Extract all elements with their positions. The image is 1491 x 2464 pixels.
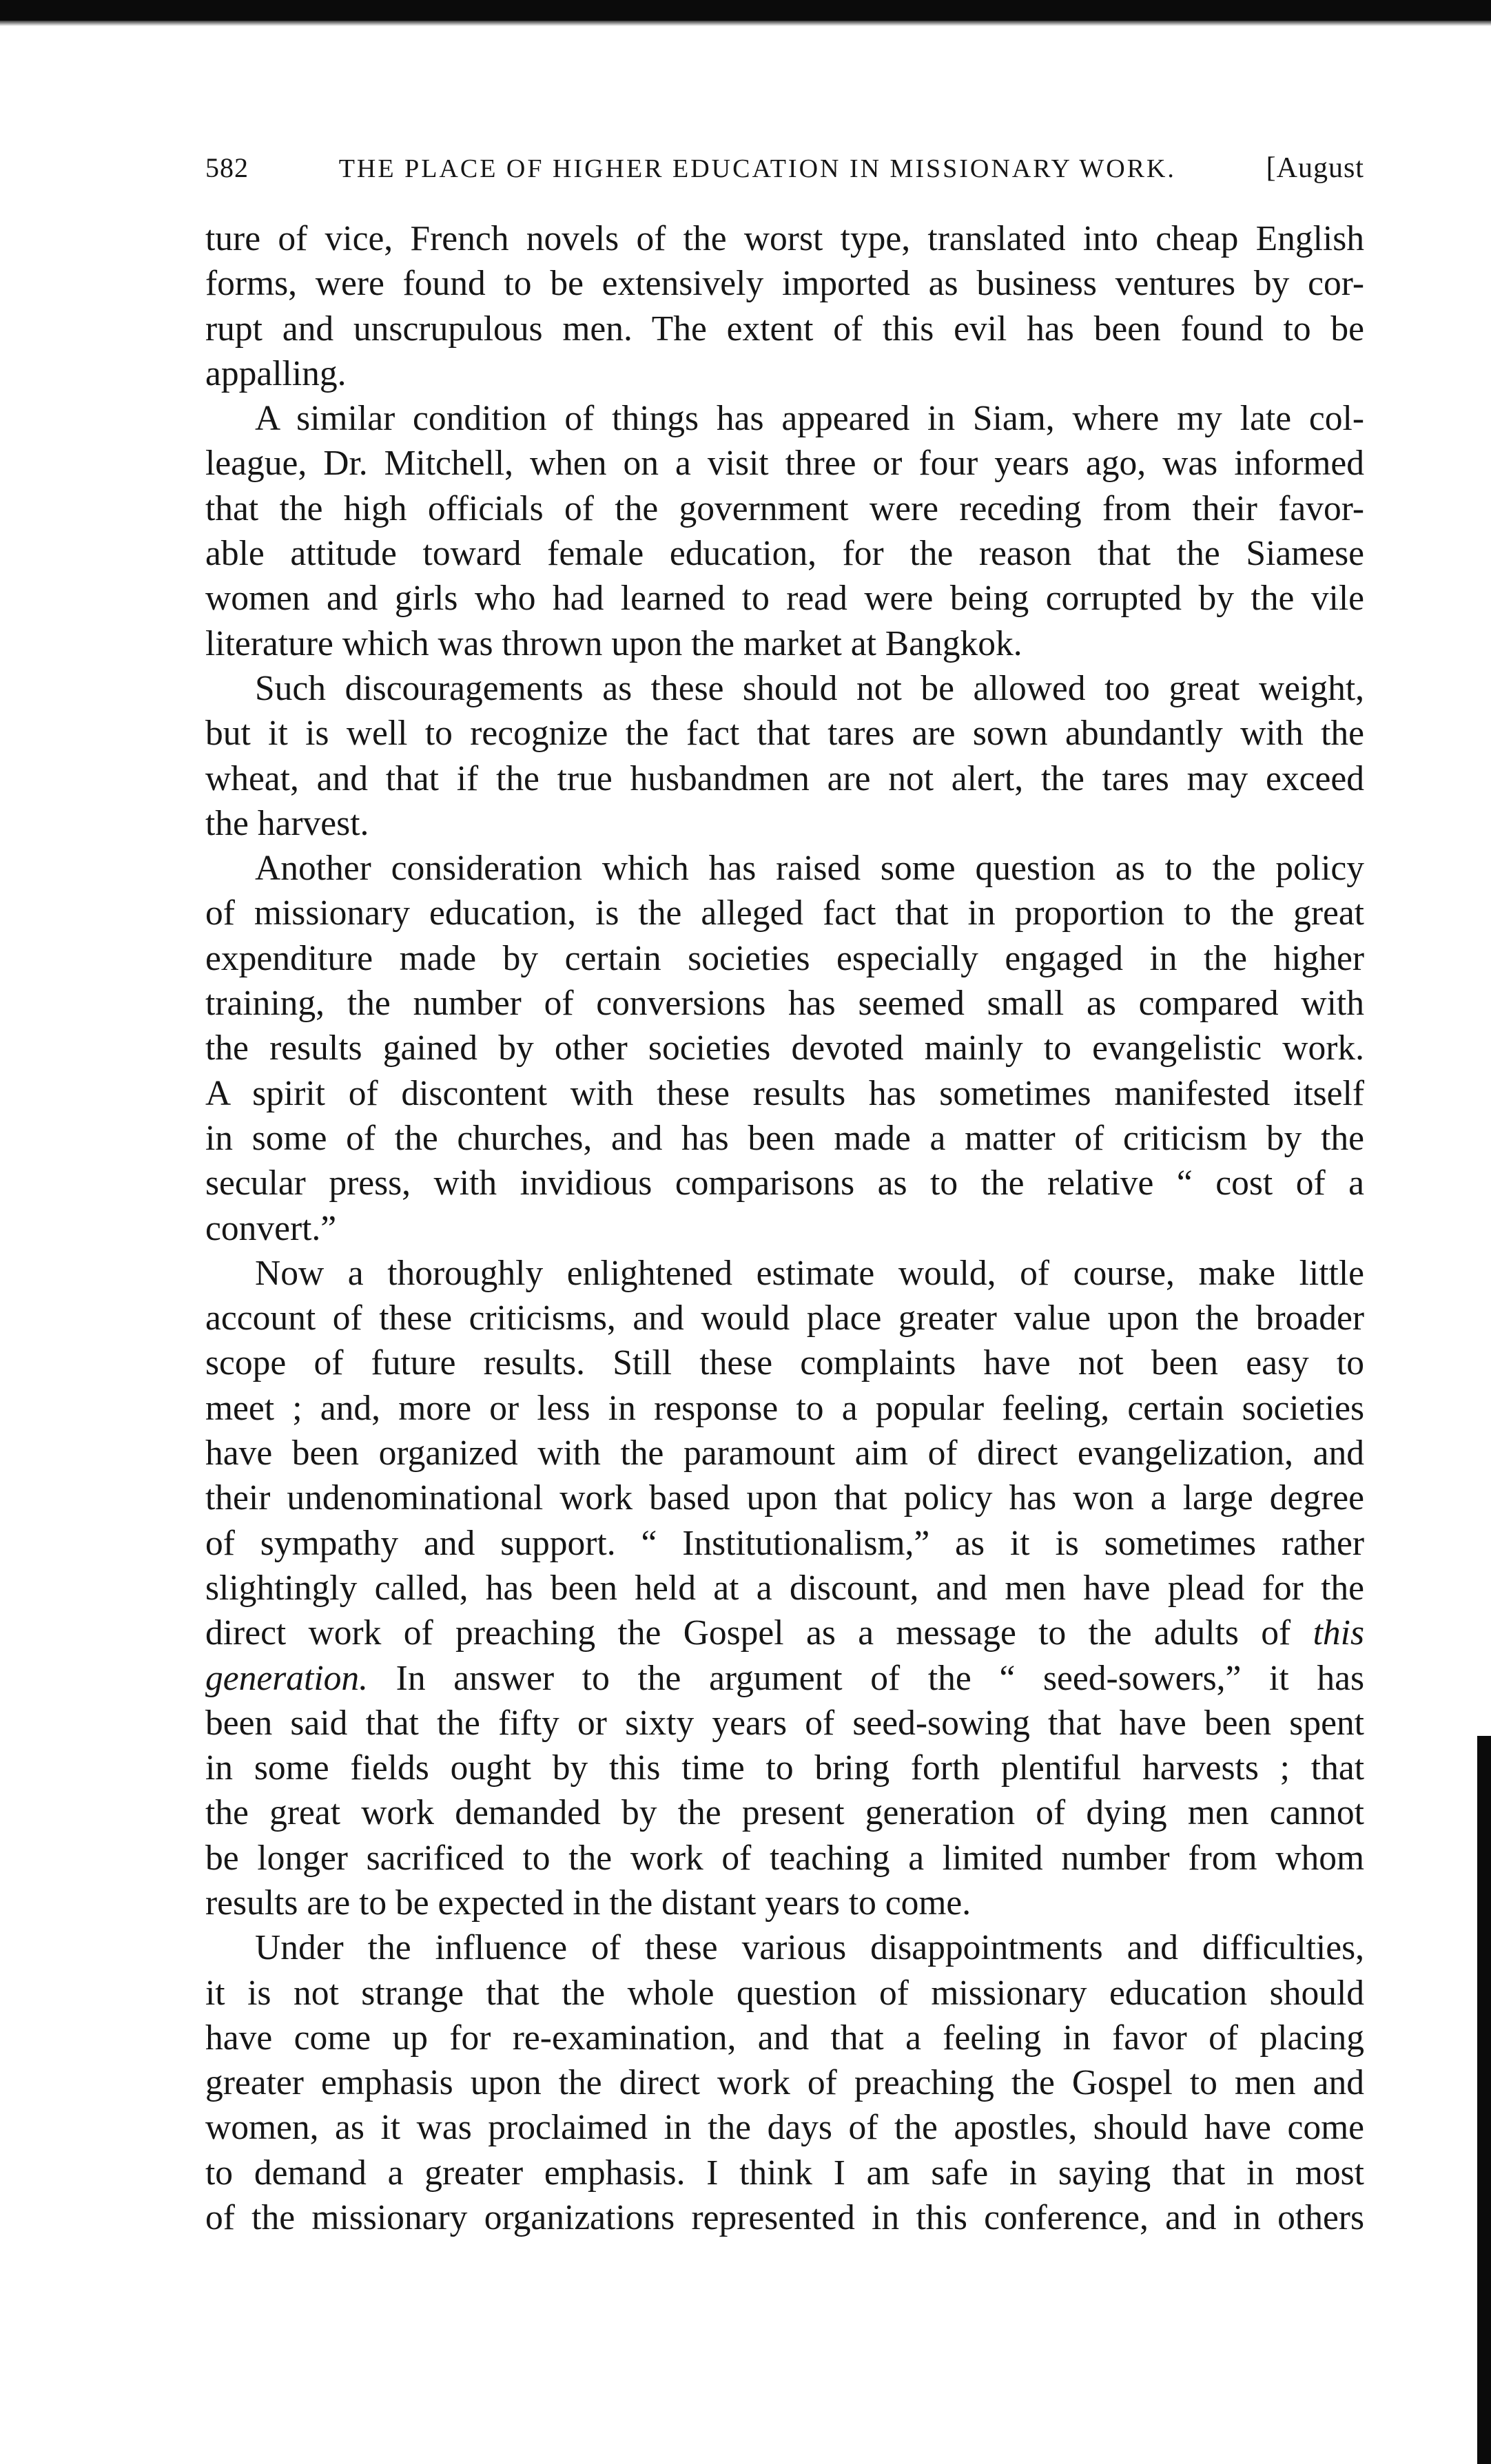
text-line: forms, were found to be extensively imported as business ventures by cor- (205, 264, 1364, 304)
text-line: in some of the churches, and has been made a matter of criticism by the (205, 1118, 1364, 1158)
text-line: their undenominational work based upon that policy has won a large degree (205, 1478, 1364, 1518)
text-line: secular press, with invidious comparisons as to the relative “ cost of a (205, 1163, 1364, 1203)
paragraph-5 (205, 1251, 1364, 1925)
text-line: convert.” (205, 1208, 337, 1248)
text-line: Under the influence of these various disappointments and difficulties, (255, 1928, 1364, 1968)
paragraph-6 (205, 1925, 1364, 2240)
text-line: rupt and unscrupulous men. The extent of this evil has been found to be (205, 309, 1364, 349)
text-line: have been organized with the paramount aim of direct evangelization, and (205, 1433, 1364, 1473)
text-line: league, Dr. Mitchell, when on a visit three or four years ago, was informed (205, 444, 1364, 484)
text-line: in some fields ought by this time to bring forth plentiful harvests ; that (205, 1748, 1364, 1788)
text-line: results are to be expected in the distant years to come. (205, 1883, 971, 1923)
text-line: been said that the fifty or sixty years of seed-sowing that have been spent (205, 1703, 1364, 1743)
text-line: Another consideration which has raised some question as to the policy (255, 849, 1364, 889)
paragraph-3 (205, 666, 1364, 846)
text-line: have come up for re-examination, and that a feeling in favor of placing (205, 2018, 1364, 2058)
running-title: THE PLACE OF HIGHER EDUCATION IN MISSIONARY WORK. (338, 154, 1176, 183)
text-line: slightingly called, has been held at a discount, and men have plead for the (205, 1568, 1364, 1608)
text-line: of sympathy and support. “ Institutionalism,” as it is sometimes rather (205, 1523, 1364, 1563)
text-line: Such discouragements as these should not be allowed too great weight, (255, 668, 1364, 708)
text-line: be longer sacrificed to the work of teaching a limited number from whom (205, 1838, 1364, 1878)
text-line: wheat, and that if the true husbandmen are not alert, the tares may exceed (205, 758, 1364, 798)
text-line (205, 1611, 1364, 1655)
text-line: greater emphasis upon the direct work of preaching the Gospel to men and (205, 2063, 1364, 2103)
paragraph-2 (205, 396, 1364, 666)
scan-border-top (0, 0, 1491, 21)
text-line: scope of future results. Still these complaints have not been easy to (205, 1343, 1364, 1383)
scan-border-right (1477, 1736, 1491, 2464)
italic-word: generation. (205, 1658, 368, 1698)
book-page (205, 152, 1364, 2240)
running-head (205, 152, 1364, 196)
text-line: literature which was thrown upon the market at Bangkok. (205, 623, 1022, 663)
text-line: of missionary education, is the alleged fact that in proportion to the great (205, 893, 1364, 933)
text-line: A spirit of discontent with these results has sometimes manifested itself (205, 1073, 1364, 1113)
text-line: of the missionary organizations represented in this conference, and in others (205, 2198, 1364, 2238)
text-line: the great work demanded by the present generation of dying men cannot (205, 1793, 1364, 1833)
text-line (205, 1656, 1364, 1701)
text-line: ture of vice, French novels of the worst type, translated into cheap English (205, 219, 1364, 258)
text-line: meet ; and, more or less in response to a popular feeling, certain societies (205, 1388, 1364, 1428)
body-text (205, 216, 1364, 2240)
text-line: Now a thoroughly enlightened estimate would, of course, make little (255, 1253, 1364, 1293)
text-line: able attitude toward female education, for the reason that the Siamese (205, 534, 1364, 574)
text-line: it is not strange that the whole question of missionary education should (205, 1973, 1364, 2013)
text-line: appalling. (205, 353, 347, 393)
running-month: [August (1266, 152, 1364, 184)
text-line: the harvest. (205, 803, 369, 843)
text-line: to demand a greater emphasis. I think I am safe in saying that in most (205, 2153, 1364, 2193)
text-line: expenditure made by certain societies especially engaged in the higher (205, 938, 1364, 978)
italic-word: this (1313, 1613, 1364, 1653)
paragraph-4 (205, 846, 1364, 1251)
text-run: direct work of preaching the Gospel as a message to the adults of (205, 1613, 1291, 1653)
text-line: A similar condition of things has appeared in Siam, where my late col- (255, 399, 1364, 439)
text-line: account of these criticisms, and would place greater value upon the broader (205, 1298, 1364, 1338)
text-line: but it is well to recognize the fact that tares are sown abundantly with the (205, 714, 1364, 754)
text-line: that the high officials of the government were receding from their favor- (205, 488, 1364, 528)
text-line: women, as it was proclaimed in the days of the apostles, should have come (205, 2108, 1364, 2148)
text-line: women and girls who had learned to read were being corrupted by the vile (205, 579, 1364, 619)
page-number: 582 (205, 152, 249, 183)
text-line: the results gained by other societies devoted mainly to evangelistic work. (205, 1028, 1364, 1068)
text-run: In answer to the argument of the “ seed-sowers,” it has (395, 1658, 1364, 1698)
text-line: training, the number of conversions has seemed small as compared with (205, 984, 1364, 1024)
paragraph-1 (205, 216, 1364, 396)
